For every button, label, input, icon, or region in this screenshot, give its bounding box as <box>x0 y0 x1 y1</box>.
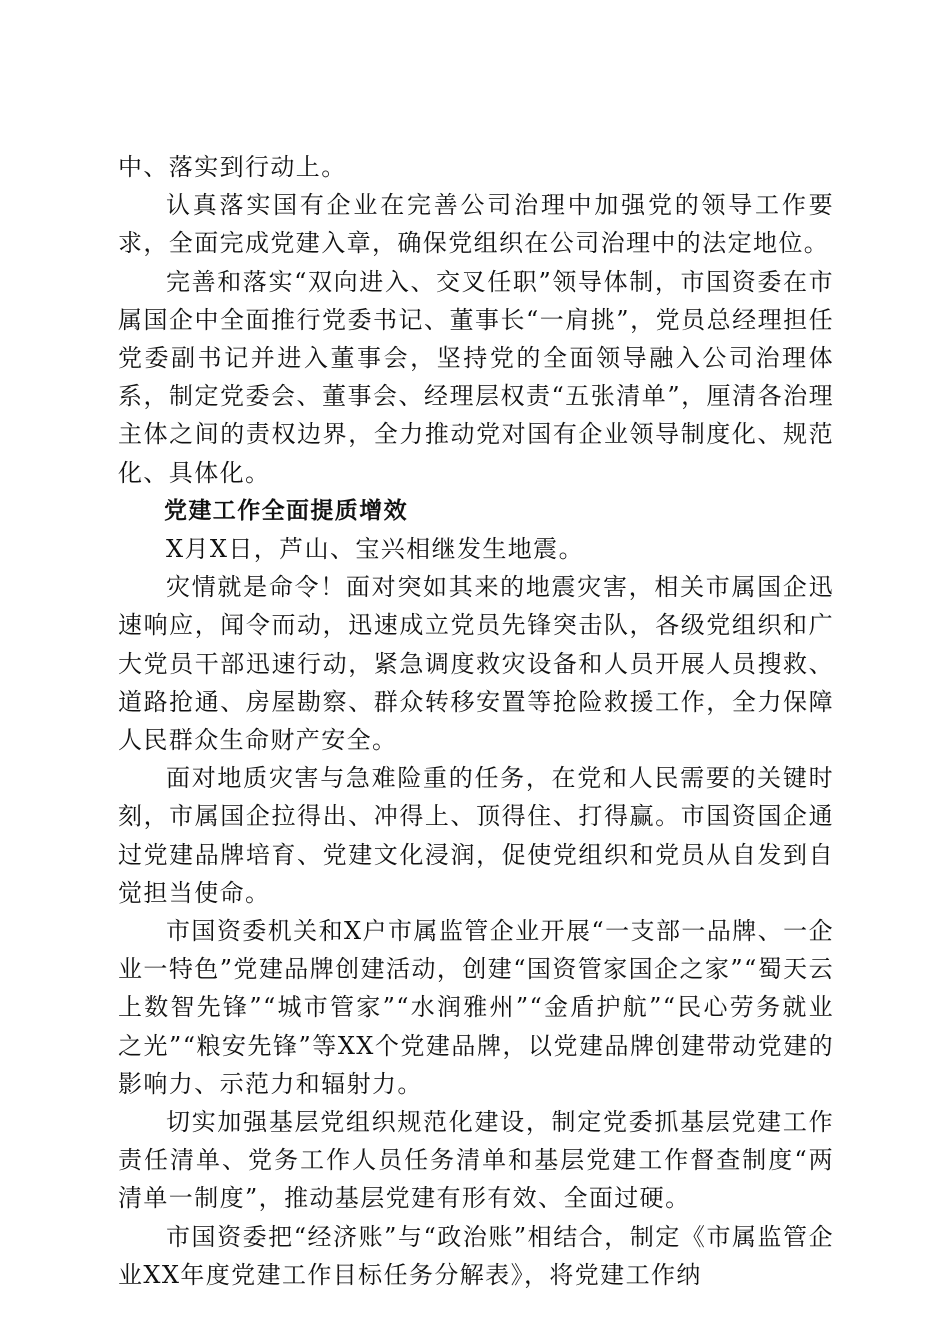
paragraph-leadership-system: 完善和落实“双向进入、交叉任职”领导体制，市国资委在市属国企中全面推行党委书记、董事长“一肩挑”，党员总经理担任党委副书记并进入董事会，坚持党的全面领导融入公司治理体系，制定党委会、董事会、经理层权责“五张清单”，厘清各治理主体之间的责权边界，全力推动党对国有企业领导制度化、规范化、具体化。 <box>118 267 834 487</box>
section-heading: 党建工作全面提质增效 <box>164 497 408 524</box>
paragraph-continuation: 中、落实到行动上。 <box>118 153 347 181</box>
paragraph-grassroots-standardization: 切实加强基层党组织规范化建设，制定党委抓基层党建工作责任清单、党务工作人员任务清单和基层党建工作督查制度“两清单一制度”，推动基层党建有形有效、全面过硬。 <box>118 1108 834 1213</box>
paragraph-critical-moment: 面对地质灾害与急难险重的任务，在党和人民需要的关键时刻，市属国企拉得出、冲得上、顶得住、打得赢。市国资国企通过党建品牌培育、党建文化浸润，促使党组织和党员从自发到自觉担当使命。 <box>118 764 834 907</box>
paragraph-economic-political-accounts: 市国资委把“经济账”与“政治账”相结合，制定《市属监管企业XX年度党建工作目标任务分解表》，将党建工作纳 <box>118 1222 834 1289</box>
document-body <box>118 148 834 1294</box>
paragraph-party-building-articles: 认真落实国有企业在完善公司治理中加强党的领导工作要求，全面完成党建入章，确保党组织在公司治理中的法定地位。 <box>118 191 834 258</box>
paragraph-earthquake-date: X月X日，芦山、宝兴相继发生地震。 <box>166 535 584 564</box>
paragraph-disaster-response: 灾情就是命令！面对突如其来的地震灾害，相关市属国企迅速响应，闻令而动，迅速成立党员先锋突击队，各级党组织和广大党员干部迅速行动，紧急调度救灾设备和人员开展人员搜救、道路抢通、房屋勘察、群众转移安置等抢险救援工作，全力保障人民群众生命财产安全。 <box>118 573 834 755</box>
paragraph-brand-creation: 市国资委机关和X户市属监管企业开展“一支部一品牌、一企业一特色”党建品牌创建活动，创建“国资管家国企之家”“蜀天云上数智先锋”“城市管家”“水润雅州”“金盾护航”“民心劳务就业之光”“粮安先锋”等XX个党建品牌，以党建品牌创建带动党建的影响力、示范力和辐射力。 <box>118 917 834 1098</box>
